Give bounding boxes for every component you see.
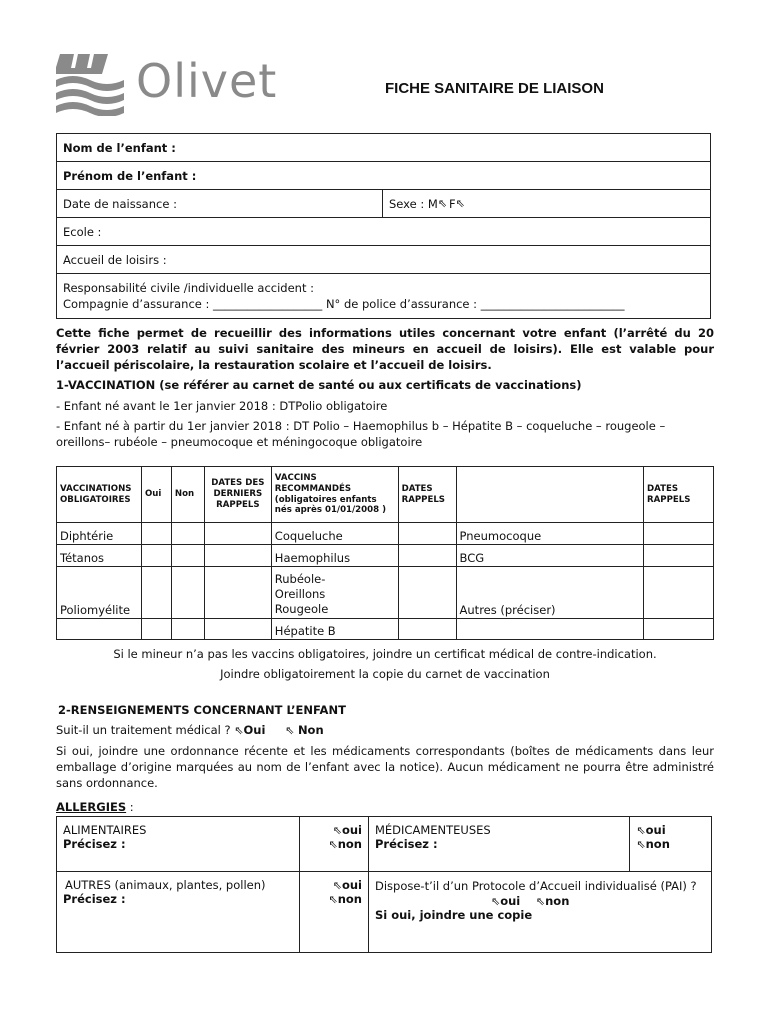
vaccination-note-2: Joindre obligatoirement la copie du carnet de vaccination: [220, 667, 550, 681]
checkbox-icon[interactable]: ⇖: [535, 895, 546, 908]
header-dates-rappels: DATES DES DERNIERS RAPPELS: [204, 467, 271, 523]
checkbox-icon[interactable]: ⇖: [332, 879, 342, 892]
renseignements-heading: 2-RENSEIGNEMENTS CONCERNANT L’ENFANT: [58, 703, 346, 717]
vaccination-table: [56, 466, 714, 640]
checkbox-icon[interactable]: ⇖: [636, 838, 646, 851]
allergies-table: [56, 816, 712, 953]
header-dates: DATES RAPPELS: [398, 467, 456, 523]
checkbox-icon[interactable]: ⇖: [636, 824, 646, 837]
checkbox-icon[interactable]: ⇖: [455, 197, 465, 210]
table-row: Hépatite B: [57, 619, 714, 640]
allergies-heading: ALLERGIES :: [56, 800, 134, 814]
traitement-question: Suit-il un traitement médical ? ⇖Oui ⇖ Non: [56, 723, 324, 737]
logo-text: Olivet: [136, 54, 278, 108]
header-non: Non: [171, 467, 204, 523]
vaccination-note-1: Si le mineur n’a pas les vaccins obligatoires, joindre un certificat médical de contre-indication.: [113, 647, 657, 661]
prenom-field[interactable]: Prénom de l’enfant :: [56, 161, 711, 190]
header-empty: [456, 467, 644, 523]
vaccination-line-2: - Enfant né à partir du 1er janvier 2018 : DT Polio – Haemophilus b – Hépatite B – coqueluche – rougeole – oreillons– rubéole – pneumocoque et méningocoque obligatoire: [56, 419, 666, 449]
intro-paragraph: Cette fiche permet de recueillir des informations utiles concernant votre enfant (l’arrêté du 20 février 2003 relatif au suivi sanitaire des mineurs en accueil de loisirs). Elle est valable pour l’accueil périscolaire, la restauration scolaire et l’accueil de loisirs.: [56, 326, 714, 372]
table-row: Poliomyélite Rubéole- Oreillons Rougeole Autres (préciser): [57, 567, 714, 619]
vaccination-line-1: - Enfant né avant le 1er janvier 2018 : DTPolio obligatoire: [56, 399, 388, 413]
checkbox-icon[interactable]: ⇖: [437, 197, 448, 210]
ordonnance-paragraph: Si oui, joindre une ordonnance récente et les médicaments correspondants (boîtes de médicaments dans leur emballage d’origine marquées au nom de l’enfant avec la notice). Aucun médicament ne pourra être administré sans ordonnance.: [56, 744, 714, 790]
sexe-field[interactable]: Sexe : M ⇖ F ⇖: [382, 189, 711, 218]
header-obligatoires: VACCINATIONS OBLIGATOIRES: [57, 467, 142, 523]
header-oui: Oui: [141, 467, 171, 523]
table-row: Diphtérie Coqueluche Pneumocoque: [57, 523, 714, 545]
checkbox-icon[interactable]: ⇖: [285, 724, 295, 737]
checkbox-icon[interactable]: ⇖: [332, 824, 342, 837]
nom-field[interactable]: Nom de l’enfant :: [56, 133, 711, 162]
table-row: ALIMENTAIRES Précisez : ⇖oui ⇖non MÉDICAMENTEUSES Précisez : ⇖oui ⇖non: [57, 817, 712, 872]
checkbox-icon[interactable]: ⇖: [234, 724, 244, 737]
header-dates-2: DATES RAPPELS: [644, 467, 714, 523]
table-row: Tétanos Haemophilus BCG: [57, 545, 714, 567]
checkbox-icon[interactable]: ⇖: [490, 895, 501, 908]
checkbox-icon[interactable]: ⇖: [328, 838, 338, 851]
ecole-field[interactable]: Ecole :: [56, 217, 711, 246]
date-naissance-field[interactable]: Date de naissance :: [56, 189, 383, 218]
vaccination-heading: 1-VACCINATION (se référer au carnet de santé ou aux certificats de vaccinations): [56, 378, 582, 392]
checkbox-icon[interactable]: ⇖: [328, 893, 338, 906]
assurance-field[interactable]: Responsabilité civile /individuelle accident : Compagnie d’assurance : ___________________ N° de police d’assurance : _________________________: [56, 273, 711, 319]
logo: [56, 50, 288, 118]
olivet-logo-icon: [56, 50, 124, 116]
header-recommandes: VACCINS RECOMMANDÉS (obligatoires enfants nés après 01/01/2008 ): [271, 467, 398, 523]
table-row: AUTRES (animaux, plantes, pollen) Précisez : ⇖oui ⇖non Dispose-t’il d’un Protocole d’Accueil individualisé (PAI) ? ⇖oui ⇖non Si oui, joindre une copie: [57, 872, 712, 953]
accueil-field[interactable]: Accueil de loisirs :: [56, 245, 711, 274]
page-title: FICHE SANITAIRE DE LIAISON: [385, 80, 604, 97]
